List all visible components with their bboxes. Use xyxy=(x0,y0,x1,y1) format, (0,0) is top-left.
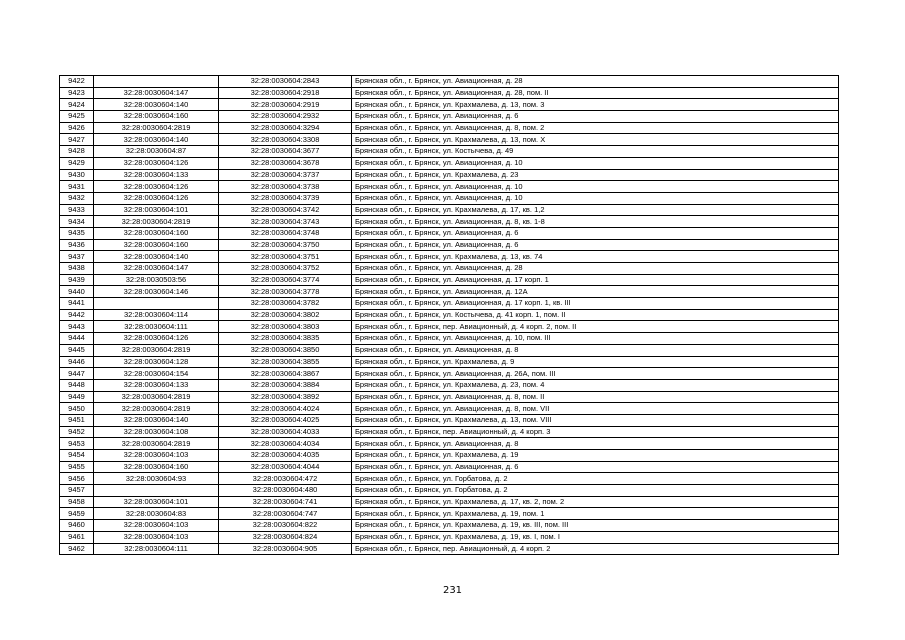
cell-address: Брянская обл., г. Брянск, пер. Авиационный, д. 4 корп. 3 xyxy=(352,426,839,438)
cell-record-number: 9424 xyxy=(60,99,94,111)
cell-object-cadastral-number: 32:28:0030604:2843 xyxy=(219,76,352,88)
table-row xyxy=(60,263,839,275)
cell-address: Брянская обл., г. Брянск, ул. Авиационная, д. 17 корп. 1 xyxy=(352,274,839,286)
cell-object-cadastral-number: 32:28:0030604:3677 xyxy=(219,146,352,158)
cell-record-number: 9438 xyxy=(60,263,94,275)
table-row xyxy=(60,344,839,356)
table-row xyxy=(60,274,839,286)
cell-object-cadastral-number: 32:28:0030604:3738 xyxy=(219,181,352,193)
cell-object-cadastral-number: 32:28:0030604:3678 xyxy=(219,157,352,169)
cell-parcel-cadastral-number: 32:28:0030604:111 xyxy=(94,321,219,333)
cell-object-cadastral-number: 32:28:0030604:3782 xyxy=(219,298,352,310)
cell-parcel-cadastral-number: 32:28:0030604:133 xyxy=(94,379,219,391)
cell-record-number: 9449 xyxy=(60,391,94,403)
cell-address: Брянская обл., г. Брянск, ул. Авиационная, д. 6 xyxy=(352,227,839,239)
cell-parcel-cadastral-number: 32:28:0030604:2819 xyxy=(94,344,219,356)
table-row xyxy=(60,473,839,485)
cell-object-cadastral-number: 32:28:0030604:4034 xyxy=(219,438,352,450)
cell-parcel-cadastral-number: 32:28:0030604:140 xyxy=(94,251,219,263)
cell-record-number: 9426 xyxy=(60,122,94,134)
table-row xyxy=(60,356,839,368)
cell-record-number: 9432 xyxy=(60,192,94,204)
cell-object-cadastral-number: 32:28:0030604:822 xyxy=(219,520,352,532)
cell-record-number: 9422 xyxy=(60,76,94,88)
cell-parcel-cadastral-number: 32:28:0030604:147 xyxy=(94,87,219,99)
table-row xyxy=(60,414,839,426)
cell-object-cadastral-number: 32:28:0030604:4035 xyxy=(219,450,352,462)
cell-parcel-cadastral-number: 32:28:0030604:2819 xyxy=(94,438,219,450)
table-row xyxy=(60,286,839,298)
cell-record-number: 9461 xyxy=(60,531,94,543)
cell-record-number: 9444 xyxy=(60,333,94,345)
cell-parcel-cadastral-number: 32:28:0030604:101 xyxy=(94,204,219,216)
cell-record-number: 9459 xyxy=(60,508,94,520)
cell-object-cadastral-number: 32:28:0030604:2918 xyxy=(219,87,352,99)
cell-parcel-cadastral-number: 32:28:0030604:103 xyxy=(94,531,219,543)
table-row xyxy=(60,134,839,146)
cell-address: Брянская обл., г. Брянск, ул. Авиационная, д. 8, пом. 2 xyxy=(352,122,839,134)
cell-object-cadastral-number: 32:28:0030604:3737 xyxy=(219,169,352,181)
table-row xyxy=(60,391,839,403)
table-row xyxy=(60,496,839,508)
cell-address: Брянская обл., г. Брянск, ул. Авиационная, д. 8, пом. II xyxy=(352,391,839,403)
cell-object-cadastral-number: 32:28:0030604:3835 xyxy=(219,333,352,345)
table-row xyxy=(60,111,839,123)
cell-address: Брянская обл., г. Брянск, ул. Авиационная, д. 10 xyxy=(352,181,839,193)
table-row xyxy=(60,438,839,450)
table-row xyxy=(60,169,839,181)
table-row xyxy=(60,368,839,380)
cell-object-cadastral-number: 32:28:0030604:3750 xyxy=(219,239,352,251)
cell-parcel-cadastral-number: 32:28:0030604:160 xyxy=(94,227,219,239)
cell-record-number: 9425 xyxy=(60,111,94,123)
cell-parcel-cadastral-number: 32:28:0030604:140 xyxy=(94,414,219,426)
cell-parcel-cadastral-number: 32:28:0030604:87 xyxy=(94,146,219,158)
cell-parcel-cadastral-number: 32:28:0030604:103 xyxy=(94,450,219,462)
cell-address: Брянская обл., г. Брянск, ул. Крахмалева, д. 13, кв. 74 xyxy=(352,251,839,263)
cell-address: Брянская обл., г. Брянск, ул. Крахмалева, д. 13, пом. X xyxy=(352,134,839,146)
table-row xyxy=(60,543,839,555)
cell-parcel-cadastral-number: 32:28:0030604:108 xyxy=(94,426,219,438)
cell-object-cadastral-number: 32:28:0030604:3294 xyxy=(219,122,352,134)
registry-table xyxy=(59,75,839,555)
cell-object-cadastral-number: 32:28:0030604:3884 xyxy=(219,379,352,391)
cell-object-cadastral-number: 32:28:0030604:3778 xyxy=(219,286,352,298)
cell-record-number: 9435 xyxy=(60,227,94,239)
cell-object-cadastral-number: 32:28:0030604:3743 xyxy=(219,216,352,228)
cell-address: Брянская обл., г. Брянск, ул. Крахмалева, д. 19, кв. III, пом. III xyxy=(352,520,839,532)
cell-address: Брянская обл., г. Брянск, ул. Костычева, д. 49 xyxy=(352,146,839,158)
table-row xyxy=(60,403,839,415)
cell-address: Брянская обл., г. Брянск, ул. Авиационная, д. 8, пом. VII xyxy=(352,403,839,415)
cell-parcel-cadastral-number xyxy=(94,485,219,497)
cell-object-cadastral-number: 32:28:0030604:3751 xyxy=(219,251,352,263)
cell-object-cadastral-number: 32:28:0030604:905 xyxy=(219,543,352,555)
cell-object-cadastral-number: 32:28:0030604:4033 xyxy=(219,426,352,438)
cell-parcel-cadastral-number: 32:28:0030604:140 xyxy=(94,134,219,146)
registry-table-body xyxy=(60,76,839,555)
cell-record-number: 9453 xyxy=(60,438,94,450)
cell-parcel-cadastral-number: 32:28:0030604:2819 xyxy=(94,122,219,134)
cell-parcel-cadastral-number xyxy=(94,76,219,88)
cell-object-cadastral-number: 32:28:0030604:3748 xyxy=(219,227,352,239)
cell-object-cadastral-number: 32:28:0030604:2932 xyxy=(219,111,352,123)
cell-object-cadastral-number: 32:28:0030604:3803 xyxy=(219,321,352,333)
cell-address: Брянская обл., г. Брянск, ул. Авиационная, д. 28, пом. II xyxy=(352,87,839,99)
table-row xyxy=(60,531,839,543)
cell-object-cadastral-number: 32:28:0030604:4044 xyxy=(219,461,352,473)
table-row xyxy=(60,122,839,134)
cell-object-cadastral-number: 32:28:0030604:480 xyxy=(219,485,352,497)
cell-parcel-cadastral-number: 32:28:0030604:133 xyxy=(94,169,219,181)
cell-record-number: 9447 xyxy=(60,368,94,380)
cell-object-cadastral-number: 32:28:0030604:3752 xyxy=(219,263,352,275)
cell-record-number: 9433 xyxy=(60,204,94,216)
table-row xyxy=(60,321,839,333)
cell-address: Брянская обл., г. Брянск, ул. Авиационная, д. 17 корп. 1, кв. III xyxy=(352,298,839,310)
cell-parcel-cadastral-number: 32:28:0030604:103 xyxy=(94,520,219,532)
cell-record-number: 9443 xyxy=(60,321,94,333)
cell-record-number: 9439 xyxy=(60,274,94,286)
cell-record-number: 9436 xyxy=(60,239,94,251)
table-row xyxy=(60,520,839,532)
cell-address: Брянская обл., г. Брянск, ул. Крахмалева, д. 9 xyxy=(352,356,839,368)
table-row xyxy=(60,239,839,251)
cell-address: Брянская обл., г. Брянск, ул. Авиационная, д. 26А, пом. III xyxy=(352,368,839,380)
cell-address: Брянская обл., г. Брянск, пер. Авиационный, д. 4 корп. 2, пом. II xyxy=(352,321,839,333)
cell-address: Брянская обл., г. Брянск, ул. Костычева, д. 41 корп. 1, пом. II xyxy=(352,309,839,321)
cell-address: Брянская обл., г. Брянск, ул. Авиационная, д. 8, кв. 1-8 xyxy=(352,216,839,228)
table-row xyxy=(60,87,839,99)
cell-parcel-cadastral-number: 32:28:0030604:126 xyxy=(94,192,219,204)
cell-object-cadastral-number: 32:28:0030604:3867 xyxy=(219,368,352,380)
cell-record-number: 9442 xyxy=(60,309,94,321)
table-row xyxy=(60,461,839,473)
cell-address: Брянская обл., г. Брянск, ул. Авиационная, д. 6 xyxy=(352,239,839,251)
cell-object-cadastral-number: 32:28:0030604:4025 xyxy=(219,414,352,426)
cell-record-number: 9460 xyxy=(60,520,94,532)
cell-address: Брянская обл., г. Брянск, ул. Авиационная, д. 10, пом. III xyxy=(352,333,839,345)
cell-address: Брянская обл., г. Брянск, ул. Крахмалева, д. 17, кв. 2, пом. 2 xyxy=(352,496,839,508)
cell-address: Брянская обл., г. Брянск, ул. Авиационная, д. 10 xyxy=(352,157,839,169)
cell-address: Брянская обл., г. Брянск, ул. Крахмалева, д. 23 xyxy=(352,169,839,181)
cell-record-number: 9441 xyxy=(60,298,94,310)
cell-record-number: 9462 xyxy=(60,543,94,555)
cell-parcel-cadastral-number: 32:28:0030604:83 xyxy=(94,508,219,520)
table-row xyxy=(60,379,839,391)
table-row xyxy=(60,251,839,263)
cell-address: Брянская обл., г. Брянск, ул. Крахмалева, д. 23, пом. 4 xyxy=(352,379,839,391)
cell-object-cadastral-number: 32:28:0030604:2919 xyxy=(219,99,352,111)
cell-object-cadastral-number: 32:28:0030604:3742 xyxy=(219,204,352,216)
cell-object-cadastral-number: 32:28:0030604:3308 xyxy=(219,134,352,146)
cell-record-number: 9437 xyxy=(60,251,94,263)
table-row xyxy=(60,216,839,228)
table-row xyxy=(60,309,839,321)
cell-record-number: 9428 xyxy=(60,146,94,158)
cell-parcel-cadastral-number: 32:28:0030604:126 xyxy=(94,157,219,169)
cell-record-number: 9427 xyxy=(60,134,94,146)
cell-object-cadastral-number: 32:28:0030604:3855 xyxy=(219,356,352,368)
cell-parcel-cadastral-number: 32:28:0030604:128 xyxy=(94,356,219,368)
cell-parcel-cadastral-number: 32:28:0030604:2819 xyxy=(94,403,219,415)
cell-address: Брянская обл., г. Брянск, ул. Горбатова, д. 2 xyxy=(352,473,839,485)
cell-parcel-cadastral-number: 32:28:0030604:146 xyxy=(94,286,219,298)
cell-object-cadastral-number: 32:28:0030604:3892 xyxy=(219,391,352,403)
cell-record-number: 9440 xyxy=(60,286,94,298)
cell-address: Брянская обл., г. Брянск, ул. Авиационная, д. 28 xyxy=(352,263,839,275)
table-row xyxy=(60,204,839,216)
cell-object-cadastral-number: 32:28:0030604:3739 xyxy=(219,192,352,204)
cell-record-number: 9455 xyxy=(60,461,94,473)
cell-record-number: 9446 xyxy=(60,356,94,368)
cell-parcel-cadastral-number: 32:28:0030503:56 xyxy=(94,274,219,286)
cell-parcel-cadastral-number: 32:28:0030604:93 xyxy=(94,473,219,485)
cell-object-cadastral-number: 32:28:0030604:472 xyxy=(219,473,352,485)
cell-address: Брянская обл., г. Брянск, ул. Авиационная, д. 12А xyxy=(352,286,839,298)
table-row xyxy=(60,146,839,158)
table-row xyxy=(60,450,839,462)
cell-address: Брянская обл., г. Брянск, ул. Крахмалева, д. 13, пом. 3 xyxy=(352,99,839,111)
table-row xyxy=(60,76,839,88)
cell-record-number: 9430 xyxy=(60,169,94,181)
cell-object-cadastral-number: 32:28:0030604:3774 xyxy=(219,274,352,286)
table-row xyxy=(60,181,839,193)
table-row xyxy=(60,192,839,204)
table-row xyxy=(60,99,839,111)
cell-address: Брянская обл., г. Брянск, ул. Авиационная, д. 8 xyxy=(352,344,839,356)
cell-record-number: 9458 xyxy=(60,496,94,508)
table-row xyxy=(60,157,839,169)
cell-parcel-cadastral-number: 32:28:0030604:101 xyxy=(94,496,219,508)
cell-address: Брянская обл., г. Брянск, ул. Авиационная, д. 6 xyxy=(352,461,839,473)
cell-object-cadastral-number: 32:28:0030604:4024 xyxy=(219,403,352,415)
cell-object-cadastral-number: 32:28:0030604:741 xyxy=(219,496,352,508)
cell-parcel-cadastral-number xyxy=(94,298,219,310)
cell-record-number: 9454 xyxy=(60,450,94,462)
cell-parcel-cadastral-number: 32:28:0030604:147 xyxy=(94,263,219,275)
cell-parcel-cadastral-number: 32:28:0030604:114 xyxy=(94,309,219,321)
cell-address: Брянская обл., г. Брянск, ул. Авиационная, д. 28 xyxy=(352,76,839,88)
cell-record-number: 9452 xyxy=(60,426,94,438)
table-row xyxy=(60,426,839,438)
cell-address: Брянская обл., г. Брянск, ул. Крахмалева, д. 13, пом. VIII xyxy=(352,414,839,426)
table-row xyxy=(60,508,839,520)
cell-parcel-cadastral-number: 32:28:0030604:160 xyxy=(94,461,219,473)
cell-address: Брянская обл., г. Брянск, ул. Горбатова, д. 2 xyxy=(352,485,839,497)
cell-object-cadastral-number: 32:28:0030604:824 xyxy=(219,531,352,543)
cell-object-cadastral-number: 32:28:0030604:747 xyxy=(219,508,352,520)
cell-address: Брянская обл., г. Брянск, ул. Авиационная, д. 10 xyxy=(352,192,839,204)
cell-record-number: 9456 xyxy=(60,473,94,485)
cell-parcel-cadastral-number: 32:28:0030604:2819 xyxy=(94,391,219,403)
cell-address: Брянская обл., г. Брянск, ул. Крахмалева, д. 17, кв. 1,2 xyxy=(352,204,839,216)
cell-object-cadastral-number: 32:28:0030604:3850 xyxy=(219,344,352,356)
page-number: 231 xyxy=(442,585,463,596)
cell-parcel-cadastral-number: 32:28:0030604:160 xyxy=(94,239,219,251)
cell-record-number: 9423 xyxy=(60,87,94,99)
cell-parcel-cadastral-number: 32:28:0030604:160 xyxy=(94,111,219,123)
cell-address: Брянская обл., г. Брянск, ул. Авиационная, д. 8 xyxy=(352,438,839,450)
table-row xyxy=(60,298,839,310)
cell-record-number: 9457 xyxy=(60,485,94,497)
cell-parcel-cadastral-number: 32:28:0030604:2819 xyxy=(94,216,219,228)
cell-record-number: 9448 xyxy=(60,379,94,391)
cell-parcel-cadastral-number: 32:28:0030604:154 xyxy=(94,368,219,380)
cell-parcel-cadastral-number: 32:28:0030604:111 xyxy=(94,543,219,555)
table-row xyxy=(60,485,839,497)
cell-parcel-cadastral-number: 32:28:0030604:126 xyxy=(94,181,219,193)
cell-record-number: 9434 xyxy=(60,216,94,228)
cell-address: Брянская обл., г. Брянск, ул. Крахмалева, д. 19 xyxy=(352,450,839,462)
cell-address: Брянская обл., г. Брянск, ул. Крахмалева, д. 19, кв. I, пом. I xyxy=(352,531,839,543)
table-row xyxy=(60,333,839,345)
cell-address: Брянская обл., г. Брянск, ул. Крахмалева, д. 19, пом. 1 xyxy=(352,508,839,520)
cell-record-number: 9431 xyxy=(60,181,94,193)
cell-parcel-cadastral-number: 32:28:0030604:126 xyxy=(94,333,219,345)
cell-object-cadastral-number: 32:28:0030604:3802 xyxy=(219,309,352,321)
cell-address: Брянская обл., г. Брянск, ул. Авиационная, д. 6 xyxy=(352,111,839,123)
cell-record-number: 9445 xyxy=(60,344,94,356)
cell-record-number: 9450 xyxy=(60,403,94,415)
cell-address: Брянская обл., г. Брянск, пер. Авиационный, д. 4 корп. 2 xyxy=(352,543,839,555)
cell-record-number: 9429 xyxy=(60,157,94,169)
cell-record-number: 9451 xyxy=(60,414,94,426)
cell-parcel-cadastral-number: 32:28:0030604:140 xyxy=(94,99,219,111)
table-row xyxy=(60,227,839,239)
